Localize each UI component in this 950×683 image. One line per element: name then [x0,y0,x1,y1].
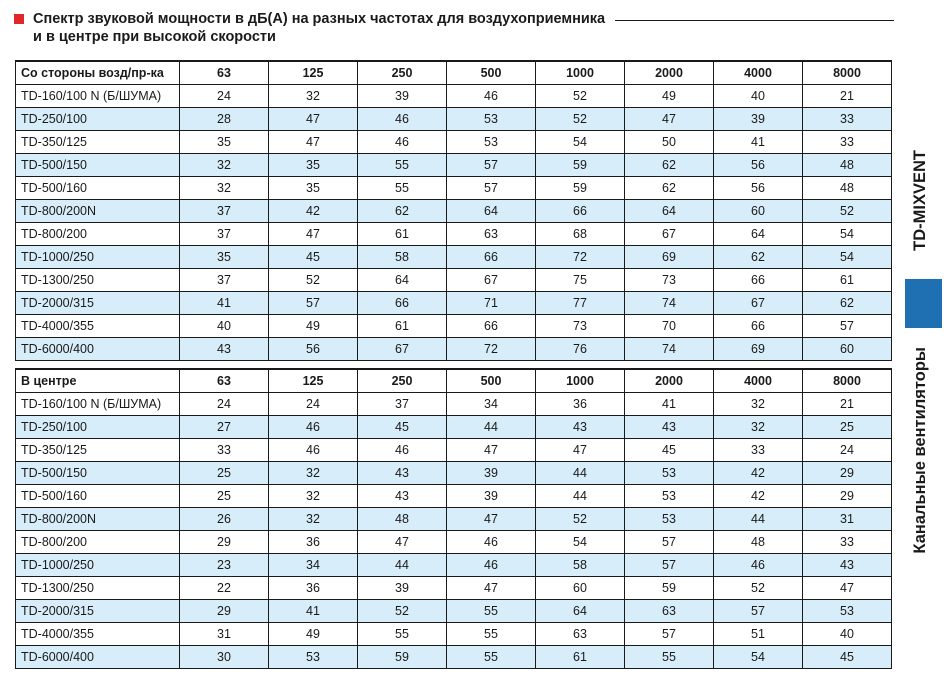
db-value-cell: 52 [358,600,447,623]
model-name-cell: TD-2000/315 [16,292,180,315]
db-value-cell: 42 [714,462,803,485]
header-cell-frequency: 8000 [803,61,892,85]
model-name-cell: TD-500/150 [16,154,180,177]
db-value-cell: 53 [625,462,714,485]
db-value-cell: 52 [536,85,625,108]
db-value-cell: 48 [803,177,892,200]
db-value-cell: 46 [714,554,803,577]
db-value-cell: 25 [180,462,269,485]
db-value-cell: 63 [536,623,625,646]
table-row [16,623,892,646]
model-name-cell: TD-350/125 [16,131,180,154]
db-value-cell: 47 [447,508,536,531]
header-cell-frequency: 250 [358,61,447,85]
db-value-cell: 39 [447,485,536,508]
db-value-cell: 73 [625,269,714,292]
db-value-cell: 22 [180,577,269,600]
db-value-cell: 55 [625,646,714,669]
db-value-cell: 41 [269,600,358,623]
db-value-cell: 60 [714,200,803,223]
db-value-cell: 64 [536,600,625,623]
db-value-cell: 55 [447,600,536,623]
table-row [16,393,892,416]
db-value-cell: 48 [714,531,803,554]
db-value-cell: 21 [803,85,892,108]
db-value-cell: 72 [447,338,536,361]
model-name-cell: TD-2000/315 [16,600,180,623]
db-value-cell: 55 [358,154,447,177]
db-value-cell: 21 [803,393,892,416]
db-value-cell: 31 [803,508,892,531]
db-value-cell: 47 [447,439,536,462]
side-label-model: TD-MIXVENT [911,150,929,251]
table-row [16,85,892,108]
db-value-cell: 35 [269,154,358,177]
table-row [16,338,892,361]
db-value-cell: 67 [625,223,714,246]
db-value-cell: 37 [358,393,447,416]
model-name-cell: TD-250/100 [16,416,180,439]
header-cell-frequency: 63 [180,369,269,393]
header-cell-frequency: 125 [269,61,358,85]
db-value-cell: 44 [358,554,447,577]
table-row [16,223,892,246]
db-value-cell: 53 [447,131,536,154]
db-value-cell: 39 [358,85,447,108]
db-value-cell: 56 [714,177,803,200]
db-value-cell: 45 [803,646,892,669]
db-value-cell: 45 [358,416,447,439]
db-value-cell: 42 [714,485,803,508]
table-row [16,577,892,600]
model-name-cell: TD-160/100 N (Б/ШУМА) [16,85,180,108]
db-value-cell: 29 [180,600,269,623]
db-value-cell: 47 [358,531,447,554]
db-value-cell: 66 [536,200,625,223]
db-value-cell: 46 [358,131,447,154]
db-value-cell: 61 [358,223,447,246]
db-value-cell: 46 [447,554,536,577]
db-value-cell: 29 [803,462,892,485]
db-value-cell: 46 [358,439,447,462]
db-value-cell: 66 [447,246,536,269]
db-value-cell: 25 [803,416,892,439]
table-row [16,131,892,154]
side-tab-marker [905,279,942,328]
db-value-cell: 59 [536,154,625,177]
db-value-cell: 73 [536,315,625,338]
header-cell-frequency: 1000 [536,61,625,85]
table-row [16,554,892,577]
table-row [16,315,892,338]
db-value-cell: 59 [358,646,447,669]
db-value-cell: 29 [180,531,269,554]
db-value-cell: 46 [358,108,447,131]
table-row [16,462,892,485]
db-value-cell: 37 [180,223,269,246]
db-value-cell: 61 [358,315,447,338]
db-value-cell: 56 [714,154,803,177]
db-value-cell: 64 [714,223,803,246]
db-value-cell: 42 [269,200,358,223]
model-name-cell: TD-1000/250 [16,246,180,269]
db-value-cell: 33 [803,131,892,154]
header-cell-frequency: 250 [358,369,447,393]
db-value-cell: 52 [536,508,625,531]
db-value-cell: 58 [536,554,625,577]
db-value-cell: 40 [180,315,269,338]
db-value-cell: 76 [536,338,625,361]
model-name-cell: TD-4000/355 [16,315,180,338]
db-value-cell: 23 [180,554,269,577]
model-name-cell: TD-4000/355 [16,623,180,646]
table-row [16,246,892,269]
db-value-cell: 36 [269,531,358,554]
db-value-cell: 37 [180,200,269,223]
model-name-cell: TD-800/200N [16,200,180,223]
db-value-cell: 57 [714,600,803,623]
db-value-cell: 45 [625,439,714,462]
db-value-cell: 35 [269,177,358,200]
db-value-cell: 47 [536,439,625,462]
db-value-cell: 33 [714,439,803,462]
db-value-cell: 47 [625,108,714,131]
db-value-cell: 46 [269,439,358,462]
db-value-cell: 53 [269,646,358,669]
db-value-cell: 37 [180,269,269,292]
header-cell-frequency: 8000 [803,369,892,393]
table-row [16,439,892,462]
db-value-cell: 51 [714,623,803,646]
db-value-cell: 58 [358,246,447,269]
db-value-cell: 32 [269,462,358,485]
db-value-cell: 27 [180,416,269,439]
db-value-cell: 74 [625,338,714,361]
db-value-cell: 67 [447,269,536,292]
header-cell-label: В центре [16,369,180,393]
db-value-cell: 35 [180,246,269,269]
db-value-cell: 40 [803,623,892,646]
db-value-cell: 43 [625,416,714,439]
db-value-cell: 49 [269,623,358,646]
db-value-cell: 72 [536,246,625,269]
db-value-cell: 24 [803,439,892,462]
db-value-cell: 54 [536,131,625,154]
db-value-cell: 29 [803,485,892,508]
header-cell-frequency: 500 [447,61,536,85]
db-value-cell: 52 [714,577,803,600]
table-row [16,416,892,439]
model-name-cell: TD-1000/250 [16,554,180,577]
db-value-cell: 44 [536,462,625,485]
db-value-cell: 43 [536,416,625,439]
db-value-cell: 57 [625,623,714,646]
heading-rule [615,20,894,21]
db-value-cell: 55 [447,646,536,669]
table-header-row [16,369,892,393]
table-row [16,508,892,531]
db-value-cell: 48 [358,508,447,531]
db-value-cell: 57 [625,554,714,577]
header-cell-frequency: 2000 [625,61,714,85]
db-value-cell: 46 [447,85,536,108]
red-square-bullet-icon [14,14,24,24]
db-value-cell: 57 [269,292,358,315]
table-row [16,600,892,623]
db-value-cell: 61 [803,269,892,292]
db-value-cell: 34 [447,393,536,416]
spectrum-table-center [15,368,892,669]
db-value-cell: 24 [180,393,269,416]
db-value-cell: 28 [180,108,269,131]
header-cell-frequency: 500 [447,369,536,393]
db-value-cell: 32 [269,485,358,508]
db-value-cell: 47 [803,577,892,600]
model-name-cell: TD-500/150 [16,462,180,485]
table-row [16,177,892,200]
db-value-cell: 67 [358,338,447,361]
header-cell-label: Со стороны возд/пр-ка [16,61,180,85]
db-value-cell: 68 [536,223,625,246]
db-value-cell: 53 [625,485,714,508]
db-value-cell: 32 [714,416,803,439]
db-value-cell: 54 [803,223,892,246]
db-value-cell: 57 [447,177,536,200]
db-value-cell: 63 [625,600,714,623]
model-name-cell: TD-160/100 N (Б/ШУМА) [16,393,180,416]
db-value-cell: 25 [180,485,269,508]
table-row [16,154,892,177]
header-cell-frequency: 63 [180,61,269,85]
db-value-cell: 32 [180,177,269,200]
db-value-cell: 62 [358,200,447,223]
db-value-cell: 52 [803,200,892,223]
db-value-cell: 52 [536,108,625,131]
table-row [16,531,892,554]
table-row [16,108,892,131]
table-row [16,646,892,669]
db-value-cell: 43 [803,554,892,577]
db-value-cell: 62 [625,154,714,177]
db-value-cell: 57 [803,315,892,338]
heading-title-line1: Спектр звуковой мощности в дБ(А) на разных частотах для воздухоприемника [33,11,606,27]
model-name-cell: TD-250/100 [16,108,180,131]
model-name-cell: TD-800/200 [16,223,180,246]
db-value-cell: 62 [803,292,892,315]
db-value-cell: 30 [180,646,269,669]
db-value-cell: 70 [625,315,714,338]
db-value-cell: 74 [625,292,714,315]
table-row [16,200,892,223]
db-value-cell: 33 [803,531,892,554]
model-name-cell: TD-800/200N [16,508,180,531]
db-value-cell: 56 [269,338,358,361]
table-header-row [16,61,892,85]
db-value-cell: 43 [358,485,447,508]
table-row [16,292,892,315]
db-value-cell: 47 [269,131,358,154]
db-value-cell: 24 [180,85,269,108]
db-value-cell: 43 [358,462,447,485]
db-value-cell: 47 [447,577,536,600]
db-value-cell: 64 [358,269,447,292]
db-value-cell: 46 [269,416,358,439]
model-name-cell: TD-6000/400 [16,646,180,669]
db-value-cell: 62 [714,246,803,269]
db-value-cell: 34 [269,554,358,577]
db-value-cell: 26 [180,508,269,531]
db-value-cell: 55 [447,623,536,646]
db-value-cell: 41 [180,292,269,315]
db-value-cell: 54 [536,531,625,554]
db-value-cell: 53 [625,508,714,531]
db-value-cell: 66 [714,315,803,338]
db-value-cell: 53 [447,108,536,131]
db-value-cell: 60 [803,338,892,361]
model-name-cell: TD-6000/400 [16,338,180,361]
db-value-cell: 49 [269,315,358,338]
db-value-cell: 41 [625,393,714,416]
db-value-cell: 66 [714,269,803,292]
header-cell-frequency: 125 [269,369,358,393]
db-value-cell: 40 [714,85,803,108]
header-cell-frequency: 1000 [536,369,625,393]
model-name-cell: TD-500/160 [16,485,180,508]
db-value-cell: 62 [625,177,714,200]
db-value-cell: 24 [269,393,358,416]
header-cell-frequency: 2000 [625,369,714,393]
table-row [16,269,892,292]
db-value-cell: 63 [447,223,536,246]
db-value-cell: 60 [536,577,625,600]
model-name-cell: TD-1300/250 [16,577,180,600]
db-value-cell: 50 [625,131,714,154]
db-value-cell: 39 [714,108,803,131]
db-value-cell: 45 [269,246,358,269]
heading-line-2 [14,28,894,46]
db-value-cell: 69 [714,338,803,361]
section-heading [14,10,894,46]
db-value-cell: 33 [180,439,269,462]
db-value-cell: 52 [269,269,358,292]
model-name-cell: TD-800/200 [16,531,180,554]
db-value-cell: 44 [447,416,536,439]
db-value-cell: 36 [269,577,358,600]
db-value-cell: 64 [447,200,536,223]
db-value-cell: 49 [625,85,714,108]
db-value-cell: 53 [803,600,892,623]
spectrum-table-intake-side [15,60,892,361]
db-value-cell: 75 [536,269,625,292]
db-value-cell: 54 [803,246,892,269]
db-value-cell: 57 [625,531,714,554]
db-value-cell: 66 [447,315,536,338]
db-value-cell: 46 [447,531,536,554]
heading-title-line2: и в центре при высокой скорости [33,29,276,45]
db-value-cell: 77 [536,292,625,315]
model-name-cell: TD-350/125 [16,439,180,462]
db-value-cell: 54 [714,646,803,669]
db-value-cell: 59 [536,177,625,200]
db-value-cell: 47 [269,108,358,131]
db-value-cell: 32 [180,154,269,177]
db-value-cell: 32 [714,393,803,416]
db-value-cell: 41 [714,131,803,154]
db-value-cell: 44 [714,508,803,531]
header-cell-frequency: 4000 [714,61,803,85]
table-row [16,485,892,508]
db-value-cell: 44 [536,485,625,508]
db-value-cell: 67 [714,292,803,315]
header-cell-frequency: 4000 [714,369,803,393]
db-value-cell: 64 [625,200,714,223]
side-label-category: Канальные вентиляторы [911,347,929,554]
db-value-cell: 33 [803,108,892,131]
db-value-cell: 39 [358,577,447,600]
db-value-cell: 66 [358,292,447,315]
model-name-cell: TD-500/160 [16,177,180,200]
db-value-cell: 71 [447,292,536,315]
db-value-cell: 31 [180,623,269,646]
model-name-cell: TD-1300/250 [16,269,180,292]
db-value-cell: 32 [269,85,358,108]
db-value-cell: 32 [269,508,358,531]
db-value-cell: 55 [358,177,447,200]
db-value-cell: 61 [536,646,625,669]
db-value-cell: 55 [358,623,447,646]
db-value-cell: 59 [625,577,714,600]
heading-line-1 [14,10,894,28]
db-value-cell: 57 [447,154,536,177]
db-value-cell: 43 [180,338,269,361]
db-value-cell: 39 [447,462,536,485]
db-value-cell: 35 [180,131,269,154]
db-value-cell: 48 [803,154,892,177]
db-value-cell: 69 [625,246,714,269]
db-value-cell: 36 [536,393,625,416]
db-value-cell: 47 [269,223,358,246]
